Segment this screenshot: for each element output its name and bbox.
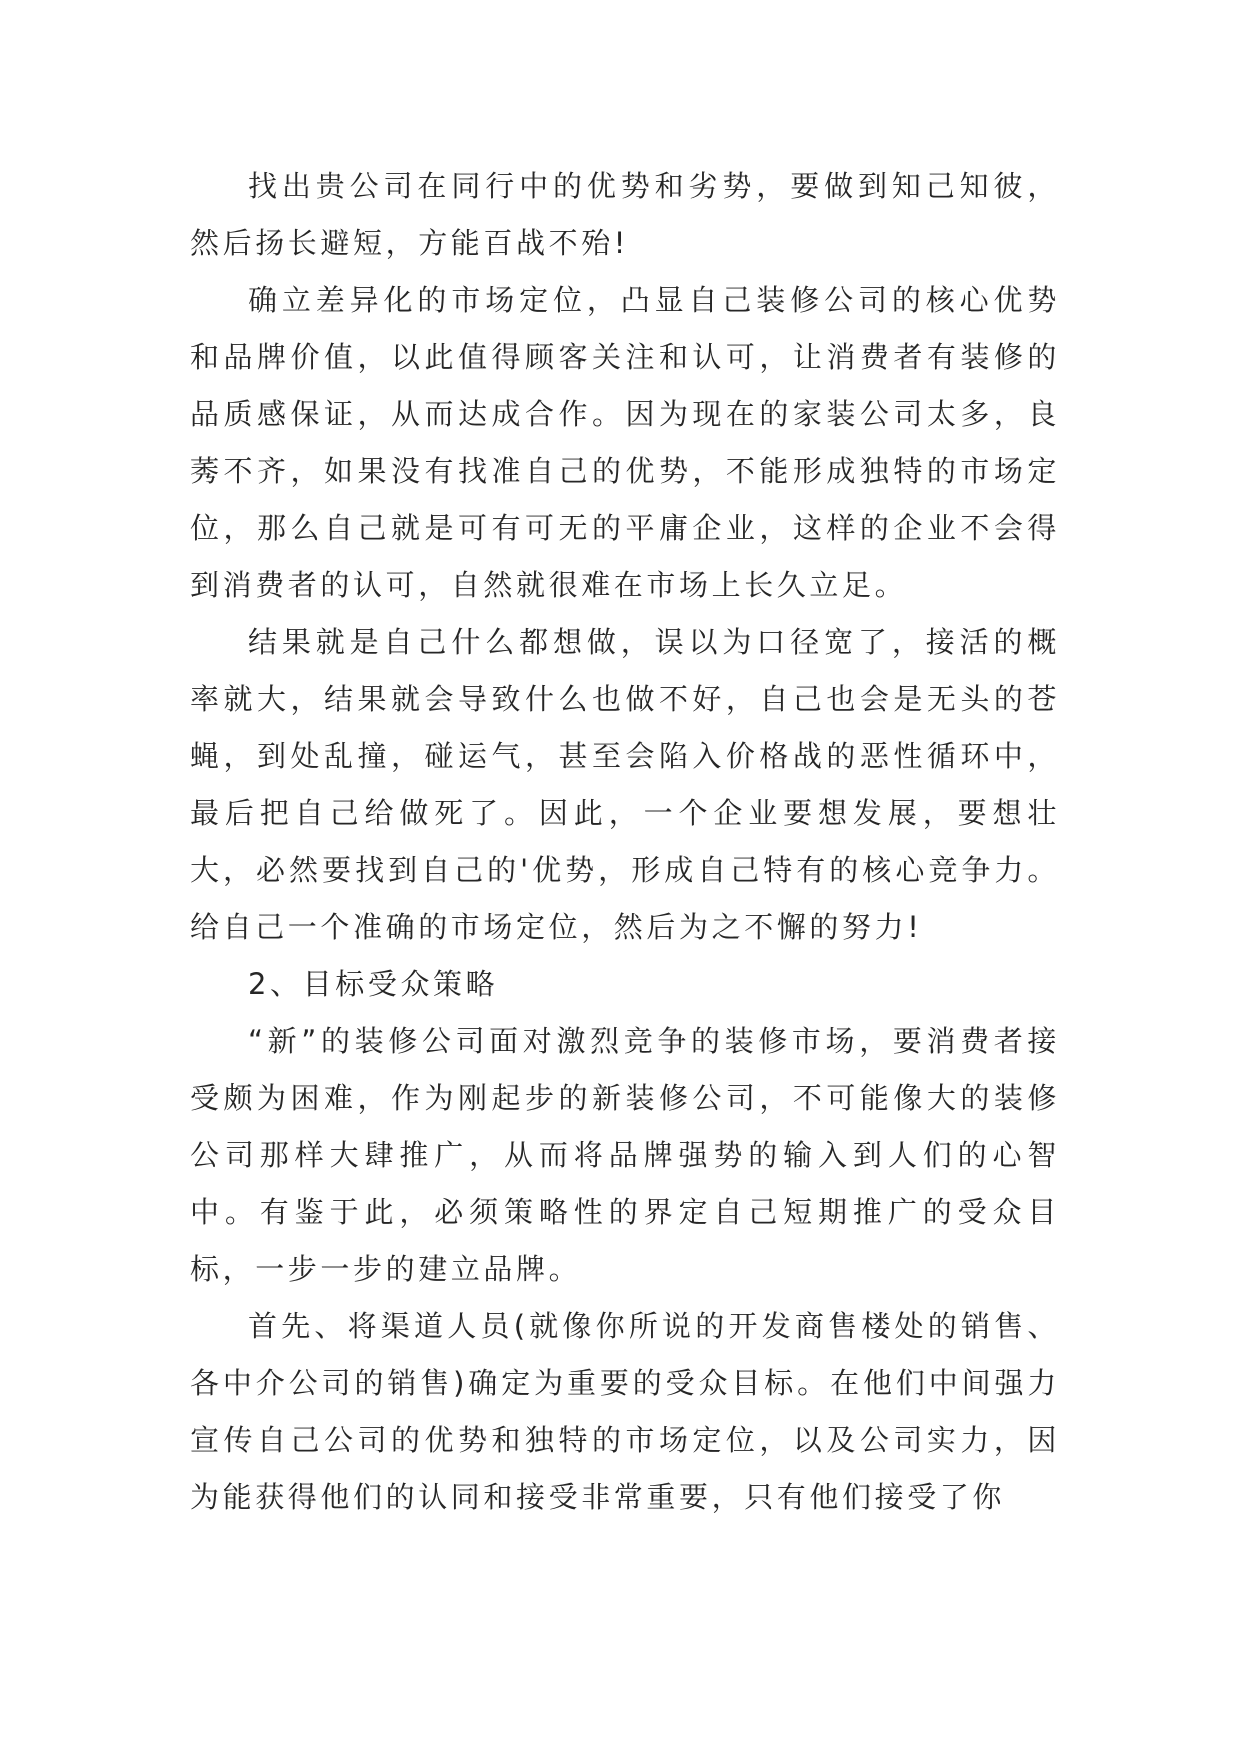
paragraph-channel-staff: 首先、将渠道人员(就像你所说的开发商售楼处的销售、各中介公司的销售)确定为重要的受众目标。在他们中间强力宣传自己公司的优势和独特的市场定位，以及公司实力，因为能获得他们的认同和接受非常重要，只有他们接受了你 bbox=[190, 1309, 1060, 1514]
paragraph-consequences: 结果就是自己什么都想做，误以为口径宽了，接活的概率就大，结果就会导致什么也做不好，自己也会是无头的苍蝇，到处乱撞，碰运气，甚至会陷入价格战的恶性循环中，最后把自己给做死了。因此，一个企业要想发展，要想壮大，必然要找到自己的'优势，形成自己特有的核心竞争力。给自己一个准确的市场定位，然后为之不懈的努力! bbox=[190, 625, 1060, 944]
document-body bbox=[190, 158, 1060, 1526]
section-heading-target-audience: 2、目标受众策略 bbox=[248, 967, 499, 1001]
paragraph-new-company: “新”的装修公司面对激烈竞争的装修市场，要消费者接受颇为困难，作为刚起步的新装修公司，不可能像大的装修公司那样大肆推广，从而将品牌强势的输入到人们的心智中。有鉴于此，必须策略性的界定自己短期推广的受众目标，一步一步的建立品牌。 bbox=[190, 1024, 1060, 1286]
paragraph-market-positioning: 确立差异化的市场定位，凸显自己装修公司的核心优势和品牌价值，以此值得顾客关注和认可，让消费者有装修的品质感保证，从而达成合作。因为现在的家装公司太多，良莠不齐，如果没有找准自己的优势，不能形成独特的市场定位，那么自己就是可有可无的平庸企业，这样的企业不会得到消费者的认可，自然就很难在市场上长久立足。 bbox=[190, 283, 1060, 602]
paragraph-strengths: 找出贵公司在同行中的优势和劣势，要做到知己知彼，然后扬长避短，方能百战不殆! bbox=[190, 169, 1060, 260]
